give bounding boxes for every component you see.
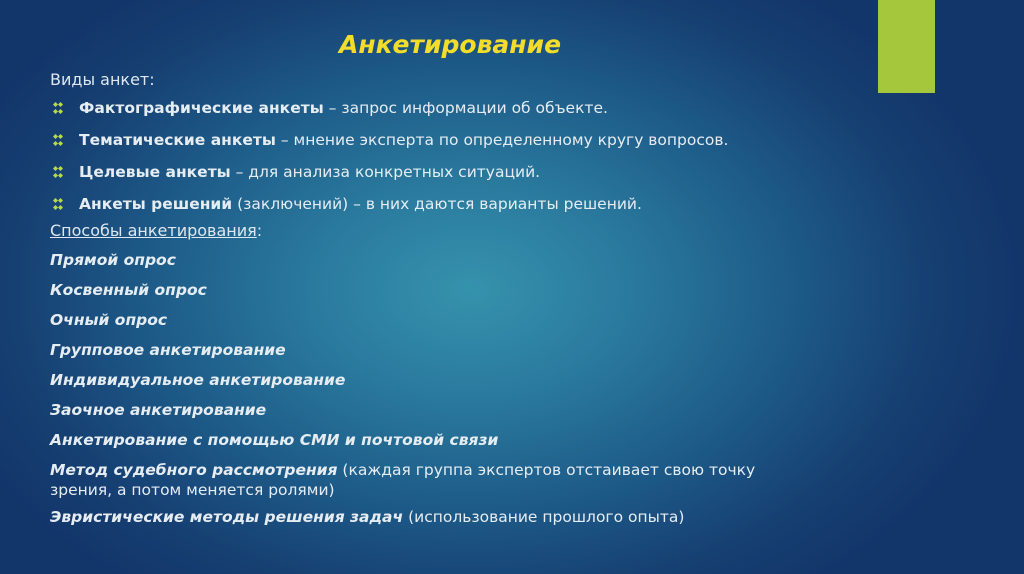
- type-description: – мнение эксперта по определенному кругу вопросов.: [275, 131, 729, 149]
- method-term: Анкетирование с помощью СМИ и почтовой связи: [50, 431, 499, 449]
- list-item: [51, 162, 728, 194]
- diamond-bullet-icon: [51, 165, 65, 179]
- method-term: Заочное анкетирование: [50, 401, 267, 419]
- method-term: Очный опрос: [50, 311, 168, 329]
- list-item: [50, 250, 755, 270]
- list-item: [50, 400, 755, 420]
- methods-heading-text: Способы анкетирования: [50, 221, 257, 240]
- method-description: (использование прошлого опыта): [403, 508, 685, 526]
- list-item: [50, 370, 755, 390]
- list-item: [51, 98, 728, 130]
- method-term: Индивидуальное анкетирование: [50, 371, 346, 389]
- types-heading-text: Виды анкет:: [50, 70, 155, 89]
- list-item: [51, 130, 728, 162]
- type-term: Анкеты решений: [79, 195, 233, 213]
- methods-heading: [50, 220, 262, 242]
- diamond-bullet-icon: [51, 101, 65, 115]
- list-item: [50, 507, 755, 527]
- diamond-bullet-icon: [51, 133, 65, 147]
- method-term: Групповое анкетирование: [50, 341, 286, 359]
- list-item: [50, 280, 755, 300]
- method-description: (каждая группа экспертов отстаивает свою точку: [337, 461, 756, 479]
- methods-list: [50, 250, 755, 537]
- slide-title: Анкетирование: [338, 30, 562, 59]
- methods-heading-suffix: :: [256, 221, 263, 240]
- method-term: Метод судебного рассмотрения: [50, 461, 338, 479]
- types-heading: [50, 69, 155, 91]
- list-item: [50, 430, 755, 450]
- type-description: – запрос информации об объекте.: [323, 99, 608, 117]
- types-list: [51, 98, 728, 226]
- list-item: [50, 340, 755, 360]
- list-item: [50, 310, 755, 330]
- diamond-bullet-icon: [51, 197, 65, 211]
- method-term: Косвенный опрос: [50, 281, 207, 299]
- method-term: Прямой опрос: [50, 251, 176, 269]
- type-term: Тематические анкеты: [79, 131, 276, 149]
- type-description: – для анализа конкретных ситуаций.: [230, 163, 541, 181]
- method-description-continued: зрения, а потом меняется ролями): [50, 481, 335, 499]
- type-term: Фактографические анкеты: [79, 99, 324, 117]
- type-term: Целевые анкеты: [79, 163, 231, 181]
- type-description: (заключений) – в них даются варианты решений.: [232, 195, 642, 213]
- list-item: [50, 460, 755, 500]
- method-term: Эвристические методы решения задач: [50, 508, 404, 526]
